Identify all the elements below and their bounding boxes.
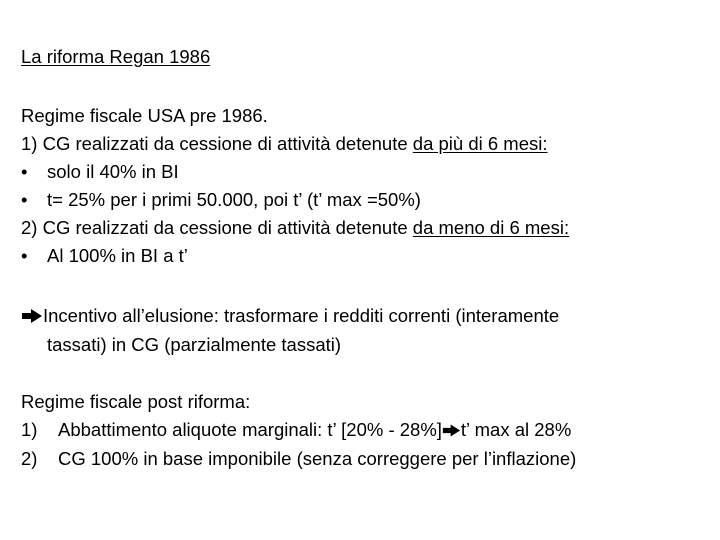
post-item-2-text: CG 100% in base imponibile (senza correggere per l’inflazione) (58, 448, 577, 469)
slide-title: La riforma Regan 1986 (21, 46, 211, 67)
post-item-2 (21, 447, 576, 471)
bullet: • (21, 189, 28, 210)
right-arrow-icon (21, 308, 43, 324)
post-item-1-text-after: t’ max al 28% (460, 419, 572, 440)
pre-heading: Regime fiscale USA pre 1986. (21, 105, 268, 126)
incentive-line-1 (21, 304, 559, 328)
right-arrow-icon (442, 423, 461, 438)
post-item-1-number: 1) (21, 419, 38, 440)
pre-item-2-underlined: da meno di 6 mesi: (412, 217, 570, 238)
pre-item-1-bullet-1 (21, 160, 179, 184)
post-item-1-text: Abbattimento aliquote marginali: t’ [20% - 28%] (58, 419, 442, 440)
pre-item-1-underlined: da più di 6 mesi: (412, 133, 548, 154)
pre-item-1-bullet-2 (21, 188, 421, 212)
incentive-line-2: tassati) in CG (parzialmente tassati) (47, 334, 342, 355)
bullet-text: solo il 40% in BI (47, 161, 179, 182)
post-heading: Regime fiscale post riforma: (21, 391, 251, 412)
bullet-text: t= 25% per i primi 50.000, poi t’ (t’ max =50%) (47, 189, 421, 210)
pre-item-2 (21, 216, 569, 240)
pre-item-1-text: 1) CG realizzati da cessione di attività detenute (21, 133, 413, 154)
incentive-text-1: Incentivo all’elusione: trasformare i redditi correnti (interamente (43, 305, 560, 326)
bullet: • (21, 161, 28, 182)
pre-item-2-text: 2) CG realizzati da cessione di attività detenute (21, 217, 413, 238)
bullet-text: Al 100% in BI a t’ (47, 245, 188, 266)
pre-item-1 (21, 132, 548, 156)
bullet: • (21, 245, 28, 266)
post-item-1 (21, 418, 571, 442)
pre-item-2-bullet-1 (21, 244, 188, 268)
post-item-2-number: 2) (21, 448, 38, 469)
